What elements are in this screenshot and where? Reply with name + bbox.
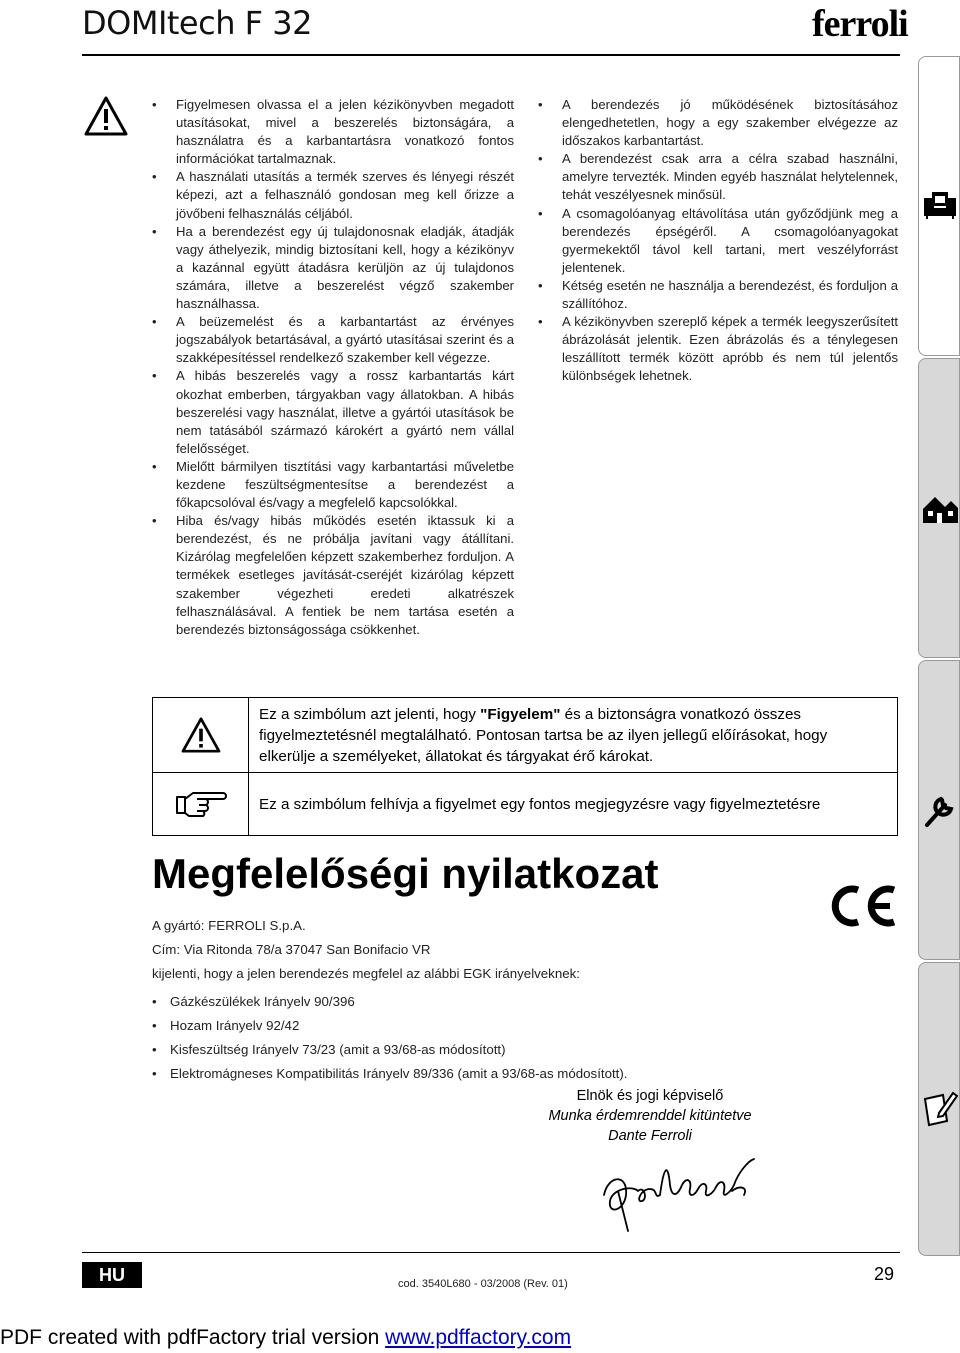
signatory-name: Dante Ferroli <box>608 1128 692 1144</box>
ferroli-logo: ferroli <box>812 3 908 45</box>
list-item: • A kézikönyvben szereplő képek a termék leegyszerűsített ábrázolását jelentik. Ezen ábrázolás és a ténylegesen leszállított termék között apróbb és nem túl jelentős különbségek lehetnek. <box>538 313 898 385</box>
signatory-honor: Munka érdemrenddel kitüntetve <box>548 1108 752 1124</box>
safety-notes-right <box>538 96 898 386</box>
list-item: • A berendezést csak arra a célra szabad használni, amelyre tervezték. Minden egyéb használat helytelennek, tehát veszélyesnek minősül. <box>538 150 898 204</box>
warning-text-pre: Ez a szimbólum azt jelenti, hogy <box>259 705 481 723</box>
declaration-title: Megfelelőségi nyilatkozat <box>152 850 659 897</box>
language-badge: HU <box>82 1262 142 1288</box>
warning-icon <box>181 717 221 753</box>
signatory-role: Elnök és jogi képviselő <box>576 1088 724 1104</box>
safety-notes-left <box>152 96 514 639</box>
list-item: • A berendezés jó működésének biztosításához elengedhetetlen, hogy a egy szakember elvégezze az időszakos karbantartást. <box>538 96 898 150</box>
signatory-block <box>500 1086 800 1146</box>
signature <box>598 1155 760 1233</box>
list-item: • Figyelmesen olvassa el a jelen kézikönyvben megadott utasításokat, mivel a beszerelés biztonságára, a használatra és a karbantartásra vonatkozó fontos információkat tartalmaznak. <box>152 96 514 168</box>
directive-list <box>152 990 852 1086</box>
service-tab[interactable] <box>918 660 960 960</box>
pdffactory-link[interactable]: www.pdffactory.com <box>385 1326 572 1349</box>
list-item: • A beüzemelést és a karbantartást az érvényes jogszabályok betartásával, a gyártó utasításai szerint és a szakképesítéssel rendelkező szakember kell végezze. <box>152 313 514 367</box>
list-item: • A csomagolóanyag eltávolítása után győződjünk meg a berendezés épségéről. A csomagolóanyagokat gyermekektől távol kell tartani, mert veszélyforrást jelentenek. <box>538 205 898 277</box>
wrench-icon <box>921 791 959 829</box>
table-row <box>153 773 898 836</box>
warning-icon <box>84 96 128 136</box>
table-cell <box>153 698 249 773</box>
table-row <box>153 698 898 773</box>
ce-mark <box>828 882 898 930</box>
house-icon <box>921 489 959 527</box>
list-item: • Hiba és/vagy hibás működés esetén iktassuk ki a berendezést, és ne próbálja javítani vagy átállítani. Kizárólag megfelelően képzett szakemberhez forduljon. A termékek esetleges javítását-cseréjét kizárólag képzett szakember végezheti eredeti alkatrészek felhasználásával. A fentiek be nem tartása esetén a berendezés biztonságossága csökkenhet. <box>152 512 514 639</box>
note-description: Ez a szimbólum felhívja a figyelmet egy fontos megjegyzésre vagy figyelmeztetésre <box>249 773 898 836</box>
warning-description <box>249 698 898 773</box>
document-title: DOMItech F 32 <box>82 4 312 42</box>
list-item: • A használati utasítás a termék szerves és lényegi részét képezi, azt a felhasználó gondosan meg kell őrizze a jövőbeni felhasználás céljából. <box>152 168 514 222</box>
table-cell <box>153 773 249 836</box>
list-item: • A hibás beszerelés vagy a rossz karbantartás kárt okozhat emberben, tárgyakban vagy állatokban. A hibás beszerelési vagy használat, illetve a gyártói utasítások be nem tatásából származó károkért a gyártó nem vállal felelősséget. <box>152 367 514 457</box>
document-code: cod. 3540L680 - 03/2008 (Rev. 01) <box>398 1278 568 1290</box>
footer-divider <box>82 1252 900 1253</box>
pointing-hand-icon <box>173 789 229 819</box>
page-number: 29 <box>874 1264 895 1284</box>
list-item: • Mielőtt bármilyen tisztítási vagy karbantartási műveletbe kezdene feszültségmentesítse a berendezést a főkapcsolóval és/vagy a megfelelő kapcsolókkal. <box>152 458 514 512</box>
list-item: • Hozam Irányelv 92/42 <box>152 1014 852 1038</box>
pdf-note-text: PDF created with pdfFactory trial version <box>0 1326 386 1349</box>
ce-mark-label: CE <box>828 882 830 883</box>
technical-data-tab[interactable] <box>918 962 960 1256</box>
list-item: • Kétség esetén ne használja a berendezést, és forduljon a szállítóhoz. <box>538 277 898 313</box>
header-divider <box>82 54 900 56</box>
armchair-icon <box>921 185 959 223</box>
declaration-intro: kijelenti, hogy a jelen berendezés megfelel az alábbi EGK irányelveknek: <box>152 966 580 981</box>
list-item: • Elektromágneses Kompatibilitás Irányelv 89/336 (amit a 93/68-as módosított). <box>152 1062 852 1086</box>
list-item: • Gázkészülékek Irányelv 90/396 <box>152 990 852 1014</box>
warning-text-post: és a biztonságra vonatkozó összes figyelmeztetésnél megtalálható. Pontosan tartsa be az ilyen jellegű előírásokat, hogy elkerülje a személyeket, állatokat és tárgyakat érő károkat. <box>259 705 828 765</box>
list-item: • Kisfeszültség Irányelv 73/23 (amit a 93/68-as módosított) <box>152 1038 852 1062</box>
manufacturer-line: A gyártó: FERROLI S.p.A. <box>152 918 306 933</box>
symbol-legend-table <box>152 697 898 836</box>
section-sidebar <box>918 56 960 1256</box>
pdf-creator-note <box>0 1326 571 1350</box>
list-item: • Ha a berendezést egy új tulajdonosnak eladják, átadják vagy áthelyezik, mindig biztosítani kell, hogy a kézikönyv a kazánnal együtt átadásra kerüljön az új tulajdonos számára, illetve a beszerelést végző szakember használhassa. <box>152 223 514 313</box>
installation-tab[interactable] <box>918 358 960 658</box>
address-line: Cím: Via Ritonda 78/a 37047 San Bonifacio VR <box>152 942 431 957</box>
notepad-pencil-icon <box>921 1089 959 1127</box>
user-manual-tab[interactable] <box>918 56 960 356</box>
warning-text-bold: "Figyelem" <box>480 705 561 723</box>
